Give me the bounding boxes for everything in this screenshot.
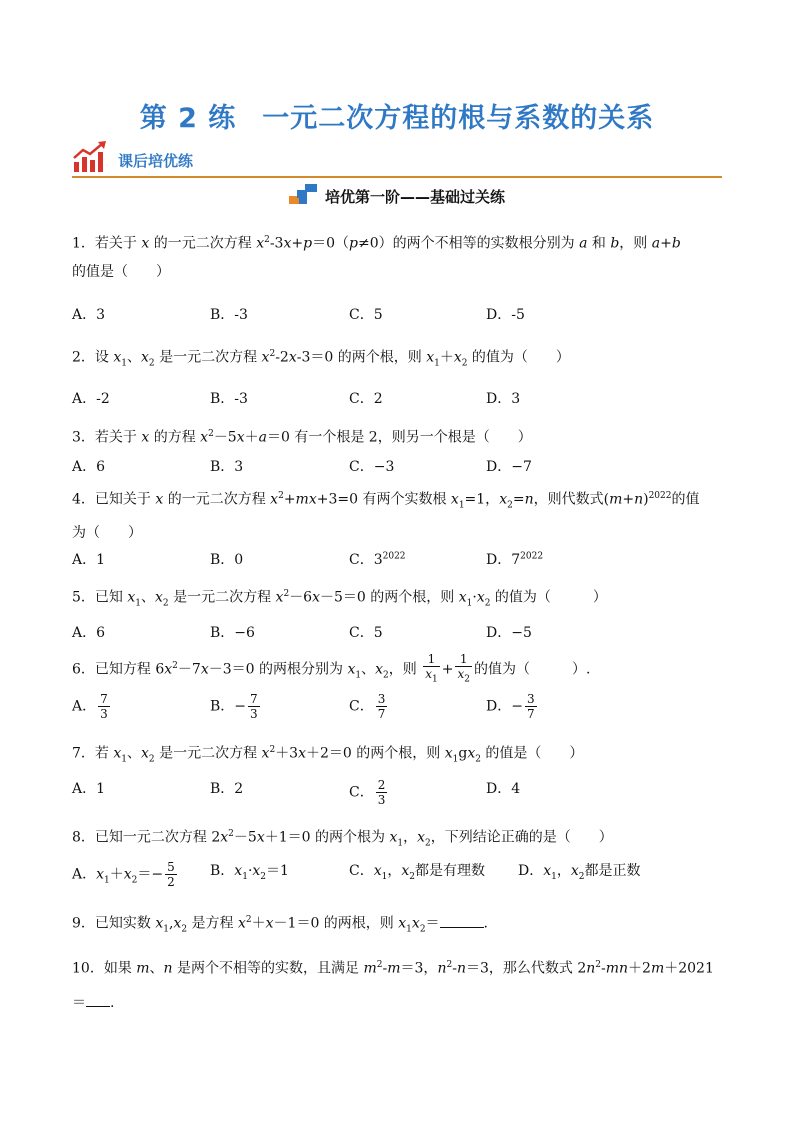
title-topic: 一元二次方程的根与系数的关系 — [262, 103, 655, 134]
q1-option-d[interactable]: D．-5 — [486, 307, 525, 323]
q3-option-a[interactable]: A．6 — [72, 459, 106, 475]
q6-option-a[interactable]: A． $\frac{7}{3}$ — [72, 692, 108, 721]
q8-option-a[interactable]: A．$x_1+x_2=-$ $\frac{5}{2}$ — [72, 860, 175, 889]
q8-option-c[interactable]: C．$x_1$，$x_2$都是有理数 — [349, 863, 485, 882]
q8-option-b[interactable]: B．$x_1\cdot x_2=1$ — [210, 863, 289, 882]
q6-option-b[interactable]: B．− $\frac{7}{3}$ — [210, 692, 258, 721]
question-7: 7．若 $x_1$、$x_2$ 是一元二次方程 $x^2+3x+2=0$ 的两个根，则 $x_1gx_2$ 的值是（ ） — [72, 745, 584, 765]
q7-option-c[interactable]: C． $\frac{2}{3}$ — [349, 778, 386, 807]
question-5-options — [72, 622, 732, 652]
rising-chart-icon — [72, 140, 112, 174]
question-3: 3．若关于 x 的方程 $x^2-5x+a=0$ 有一个根是 2，则另一个根是（ ） — [72, 429, 532, 446]
question-1-options — [72, 304, 732, 334]
question-7-options — [72, 778, 732, 808]
question-2: 2．设 $x_1$、$x_2$ 是一元二次方程 $x^2-2x-3=0$ 的两个根，则 $x_1+x_2$ 的值为（ ） — [72, 349, 570, 369]
title-lesson-number: 第 2 练 — [139, 103, 237, 134]
q7-option-b[interactable]: B．2 — [210, 781, 244, 797]
page-title — [0, 96, 794, 135]
question-1: 1．若关于 x 的一元二次方程 $x^2-3x+p=0(p\ne 0)$的两个不相等的实数根分别为 a 和 b，则 a+b 的值是（ ） — [72, 235, 681, 280]
question-6-options — [72, 692, 732, 722]
question-8: 8．已知一元二次方程 $2x^2-5x+1=0$ 的两个根为 $x_1$，$x_2$，下列结论正确的是（ ） — [72, 829, 613, 849]
q6-option-d[interactable]: D．− $\frac{3}{7}$ — [486, 692, 535, 721]
q2-option-a[interactable]: A．-2 — [72, 391, 110, 407]
q3-option-c[interactable]: C．−3 — [349, 459, 395, 475]
q4-option-c[interactable]: C．$3^{2022}$ — [349, 551, 406, 568]
question-8-options — [72, 860, 732, 890]
q3-option-d[interactable]: D．−7 — [486, 459, 532, 475]
q4-option-a[interactable]: A．1 — [72, 552, 106, 568]
q1-option-c[interactable]: C．5 — [349, 307, 383, 323]
q4-option-b[interactable]: B．0 — [210, 552, 244, 568]
q2-option-c[interactable]: C．2 — [349, 391, 383, 407]
question-2-options — [72, 388, 732, 418]
q4-option-d[interactable]: D．$7^{2022}$ — [486, 551, 544, 568]
q5-option-b[interactable]: B．−6 — [210, 625, 255, 641]
question-4-options — [72, 549, 732, 579]
question-9: 9．已知实数 $x_1,x_2$ 是方程 $x^2+x-1=0$ 的两根，则 $x_1x_2=$ . — [72, 915, 488, 935]
tier-subheading — [0, 184, 794, 207]
q6-option-c[interactable]: C． $\frac{3}{7}$ — [349, 692, 386, 721]
q5-option-a[interactable]: A．6 — [72, 625, 106, 641]
q1-option-a[interactable]: A．3 — [72, 307, 106, 323]
subheading-text: 培优第一阶——基础过关练 — [324, 188, 505, 206]
q7-option-d[interactable]: D．4 — [486, 781, 521, 797]
section-header-bar — [72, 140, 722, 178]
stairs-icon — [289, 184, 319, 206]
q5-option-c[interactable]: C．5 — [349, 625, 383, 641]
question-10: 10．如果 m、n 是两个不相等的实数，且满足 $m^2-m=3$，$n^2-n=3$，那么代数式 $2n^2-mn+2m+2021$ ＝ . — [72, 960, 714, 1011]
q5-option-d[interactable]: D．−5 — [486, 625, 532, 641]
q2-option-d[interactable]: D．3 — [486, 391, 521, 407]
q7-option-a[interactable]: A．1 — [72, 781, 106, 797]
section-label: 课后培优练 — [118, 152, 194, 170]
q2-option-b[interactable]: B．-3 — [210, 391, 248, 407]
q10-answer-blank[interactable] — [86, 1006, 110, 1007]
q8-option-d[interactable]: D．$x_1$，$x_2$都是正数 — [518, 863, 641, 882]
question-4: 4．已知关于 x 的一元二次方程 $x^2+mx+3=0$ 有两个实数根 $x_1=1$，$x_2=n$，则代数式$(m+n)^{2022}$的值 为（ ） — [72, 491, 700, 542]
q3-option-b[interactable]: B．3 — [210, 459, 244, 475]
question-6: 6．已知方程 $6x^2-7x-3=0$ 的两根分别为 $x_1$、$x_2$，则 $\frac{1}{x_1}$ + $\frac{1}{x_2}$ 的值为（ ）. — [72, 652, 591, 685]
q9-answer-blank[interactable] — [440, 927, 484, 928]
question-5: 5．已知 $x_1$、$x_2$ 是一元二次方程 $x^2-6x-5=0$ 的两个根，则 $x_1\cdot x_2$ 的值为（ ） — [72, 589, 607, 609]
q1-option-b[interactable]: B．-3 — [210, 307, 248, 323]
